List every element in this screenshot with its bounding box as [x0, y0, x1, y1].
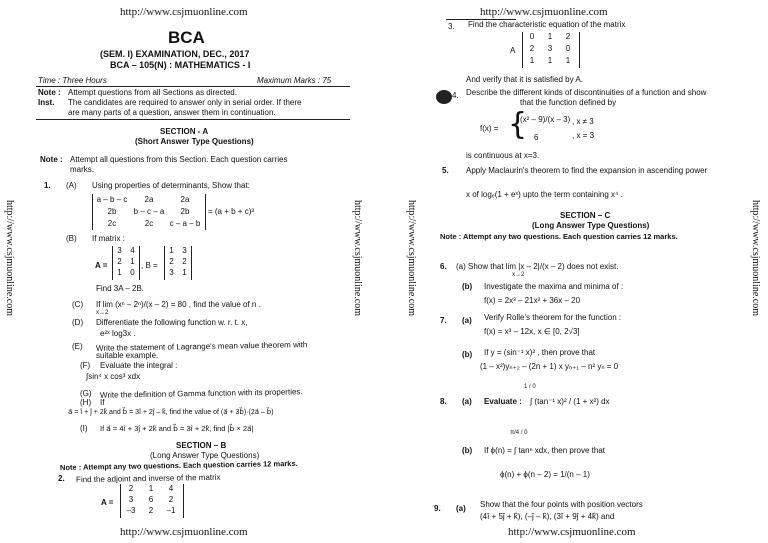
section-a-title: SECTION - A [160, 127, 209, 136]
piecewise-brace: { [508, 107, 528, 142]
q1f-text: Evaluate the integral : [100, 361, 178, 370]
q8a-text: Evaluate : [484, 397, 522, 406]
matrix-q2-cell: 1 [148, 484, 154, 493]
exam-session: (SEM. I) EXAMINATION, DEC., 2017 [100, 49, 250, 59]
matrix-b-cell: 2 [182, 257, 187, 266]
q1f-expr: ∫sin⁴ x cos³ xdx [86, 372, 141, 381]
matrix-b-cell: 1 [169, 246, 174, 255]
q8b-label: (b) [462, 446, 473, 455]
q1e-line-2: suitable example. [96, 351, 159, 360]
matrix-a-cell: 2 [117, 257, 122, 266]
note-text: Attempt questions from all Sections as directed. [68, 88, 237, 97]
matrix-q3-cell: 2 [529, 44, 535, 53]
time-label: Time : Three Hours [38, 76, 107, 85]
q1h-expr: a⃗ = î + ĵ + 2k̂ and b⃗ = 3î + 2ĵ – k̂, find the value of (a⃗ + 3b⃗)·(2a⃗ – b⃗) [68, 409, 274, 416]
q1g-label: (G) [80, 389, 92, 398]
note3-text: Note : Attempt any two questions. Each question carries 12 marks. [59, 458, 298, 473]
matrix-a-cell: 0 [130, 268, 135, 277]
matrix-q2-cell: 6 [148, 495, 154, 504]
matrix-q3-cell: 2 [565, 32, 571, 41]
matrix-b [164, 246, 192, 280]
q4-line-2: that the function defined by [520, 98, 617, 107]
q5-line-2: x of logₑ(1 + eˣ) upto the term containing x⁴ . [466, 190, 623, 199]
side-watermark-right-inner: http://www.csjmuonline.com [406, 200, 417, 317]
q6a-text: (a) Show that lim |x – 2|/(x – 2) does not exist. [456, 262, 619, 271]
matrix-q2-label: A = [101, 498, 114, 507]
q4-line-1: Describe the different kinds of discontinuities of a function and show [466, 88, 707, 97]
matrix-q2-cell: 2 [148, 506, 154, 515]
q1c-limit-sub: x→2 [96, 310, 109, 316]
q1d-expr: e²ˣ log3x . [100, 329, 136, 338]
matrix-q2-cell: 3 [128, 495, 134, 504]
det-cell: 2b [107, 207, 117, 216]
q1b-text: If matrix : [92, 234, 125, 243]
matrix-a-cell: 4 [130, 246, 135, 255]
q2-number: 2. [58, 474, 65, 483]
q1a-text: Using properties of determinants, Show that: [92, 181, 250, 190]
q9-label: (a) [456, 504, 466, 513]
rule-mid [36, 119, 350, 120]
q4-fx: f(x) = [480, 124, 499, 133]
matrix-b-cell: 3 [169, 268, 174, 277]
side-watermark-left: http://www.csjmuonline.com [4, 200, 15, 317]
note2-line-1: Attempt all questions from this Section. Each question carries [70, 155, 288, 164]
q1-number: 1. [44, 181, 51, 190]
matrix-b-cell: 2 [169, 257, 174, 266]
inst-label: Inst. [38, 98, 55, 107]
note2-label: Note : [40, 155, 63, 164]
q1d-text: Differentiate the following function w. r. t. x, [96, 318, 248, 327]
q1e-label: (E) [72, 342, 83, 351]
matrix-q3-label: A [510, 46, 516, 55]
q1c-text: If lim (xⁿ – 2ⁿ)/(x – 2) = 80 , find the value of n . [96, 300, 261, 309]
q1a-label: (A) [66, 181, 77, 190]
exam-title: BCA [168, 28, 205, 47]
det-cell: 2a [180, 195, 190, 204]
side-watermark-middle: http://www.csjmuonline.com [352, 200, 363, 317]
matrix-a [112, 246, 140, 280]
q4-case2-cond: , x = 3 [572, 131, 595, 140]
q4-case1-cond: , x ≠ 3 [572, 117, 594, 126]
q1h-text: If [100, 398, 105, 407]
det-cell: 2c [107, 219, 117, 228]
matrix-q3-cell: 1 [547, 56, 553, 65]
q8-number: 8. [440, 397, 447, 406]
q1i-label: (I) [80, 424, 88, 433]
note2-line-2: marks. [70, 165, 94, 174]
matrix-q2 [120, 484, 184, 518]
matrix-q3 [522, 32, 580, 68]
matrix-q3-cell: 1 [565, 56, 571, 65]
header-url: http://www.csjmuonline.com [120, 6, 248, 18]
q1e-line-1: Write the statement of Lagrange's mean value theorem with [95, 340, 308, 353]
det-cell: 2a [144, 195, 154, 204]
note4-text: Note : Attempt any two questions. Each question carries 12 marks. [440, 232, 678, 241]
q6b-label: (b) [462, 282, 473, 291]
note-label: Note : [38, 88, 61, 97]
q4-case2-expr: 6 [534, 133, 539, 142]
det-cell: 2c [144, 219, 154, 228]
determinant-q1a [92, 194, 206, 230]
q4-end: is continuous at x=3. [466, 151, 540, 160]
matrix-a-cell: 1 [117, 268, 122, 277]
matrix-q2-cell: 4 [168, 484, 174, 493]
det-result: = (a + b + c)³ [208, 207, 255, 216]
matrix-b-cell: 3 [182, 246, 187, 255]
q7-number: 7. [440, 316, 447, 325]
q8a-expr: ∫ (tan⁻¹ x)² / (1 + x²) dx [530, 397, 610, 406]
q6a-limit-sub: x→2 [512, 272, 525, 278]
matrix-q2-cell: 2 [168, 495, 174, 504]
det-cell: 2b [180, 207, 190, 216]
matrix-q3-cell: 1 [547, 32, 553, 41]
matrix-q3-cell: 1 [529, 56, 535, 65]
q1g-text: Write the definition of Gamma function with its properties. [99, 387, 303, 400]
matrix-q2-cell: –3 [126, 506, 136, 515]
footer-url: http://www.csjmuonline.com [120, 526, 248, 538]
footer-url-right: http://www.csjmuonline.com [508, 526, 636, 538]
side-watermark-right-edge: http://www.csjmuonline.com [750, 200, 761, 317]
section-c-subtitle: (Long Answer Type Questions) [532, 221, 650, 230]
q7b-line-1: If y = (sin⁻¹ x)² , then prove that [484, 348, 596, 357]
det-cell: a – b – c [96, 195, 128, 204]
matrix-a-cell: 3 [117, 246, 122, 255]
det-cell: b – c – a [133, 207, 165, 216]
max-marks: Maximum Marks : 75 [257, 76, 332, 85]
q8b-result: ϕ(n) + ϕ(n – 2) = 1/(n – 1) [500, 470, 590, 479]
inst-line-1: The candidates are required to answer only in serial order. If there [68, 98, 302, 107]
q1i-text: If a⃗ = 4î + 3ĵ + 2k̂ and b⃗ = 3î + 2k̂, find |b⃗ × 2a⃗| [100, 424, 254, 433]
rule-top [36, 86, 350, 87]
q9-line-1: Show that the four points with position vectors [480, 500, 643, 509]
q8a-label: (a) [462, 397, 472, 406]
q3-text: Find the characteristic equation of the matrix [468, 20, 626, 29]
q8b-limits: π/4 / 0 [510, 430, 528, 436]
q6b-line-1: Investigate the maxima and minima of : [484, 282, 624, 291]
q3-verify: And verify that it is satisfied by A. [466, 75, 583, 84]
q8a-limits: 1 / 0 [524, 384, 536, 390]
q2-text: Find the adjoint and inverse of the matrix [75, 472, 221, 485]
q1h-label: (H) [80, 398, 92, 407]
q1b-find: Find 3A – 2B. [96, 284, 145, 293]
matrix-b-label: , B = [141, 261, 158, 270]
q1f-label: (F) [80, 361, 91, 370]
matrix-q2-cell: 2 [128, 484, 134, 493]
q4-case1-expr: (x² – 9)/(x – 3) [520, 115, 571, 124]
matrix-q3-cell: 3 [547, 44, 553, 53]
q4-number: 4. [452, 91, 459, 100]
matrix-a-cell: 1 [130, 257, 135, 266]
q7b-label: (b) [462, 350, 473, 359]
q1d-label: (D) [72, 318, 84, 327]
q7a-label: (a) [462, 316, 472, 325]
det-cell: c – a – b [169, 219, 201, 228]
q6-number: 6. [440, 262, 447, 271]
q5-line-1: Apply Maclaurin's theorem to find the expansion in ascending power [466, 166, 708, 175]
section-c-title: SECTION – C [560, 211, 611, 220]
section-a-subtitle: (Short Answer Type Questions) [135, 137, 254, 146]
q8b-text: If ϕ(n) = ∫ tanⁿ xdx, then prove that [484, 446, 605, 455]
q6b-line-2: f(x) = 2x³ – 21x² + 36x – 20 [484, 296, 581, 305]
matrix-b-cell: 1 [182, 268, 187, 277]
q7b-line-2: (1 – x²)yₙ₊₂ – (2n + 1) x yₙ₊₁ – n² yₙ = 0 [480, 362, 619, 371]
section-b-subtitle: (Long Answer Type Questions) [150, 451, 260, 460]
section-b-title: SECTION – B [176, 441, 227, 450]
q9-line-2: (4î + 5ĵ + k̂), (–ĵ – k̂), (3î + 9ĵ + 4k̂) and [480, 512, 615, 521]
exam-subject: BCA – 105(N) : MATHEMATICS - I [110, 60, 251, 70]
q7a-line-2: f(x) = x³ – 12x, x ∈ [0, 2√3] [484, 327, 580, 336]
q5-number: 5. [442, 166, 449, 175]
header-url-right: http://www.csjmuonline.com [480, 6, 608, 18]
matrix-q3-cell: 0 [565, 44, 571, 53]
q7a-line-1: Verify Rolle's theorem for the function : [484, 313, 622, 322]
right-page [384, 0, 768, 543]
inst-line-2: are many parts of a question, answer them in continuation. [68, 108, 276, 117]
q3-number: 3. [448, 22, 455, 31]
q1b-label: (B) [66, 234, 77, 243]
matrix-q2-cell: –1 [166, 506, 176, 515]
ink-mark [436, 90, 452, 104]
matrix-a-label: A = [95, 261, 108, 270]
q9-number: 9. [434, 504, 441, 513]
q1c-label: (C) [72, 300, 84, 309]
matrix-q3-cell: 0 [529, 32, 535, 41]
